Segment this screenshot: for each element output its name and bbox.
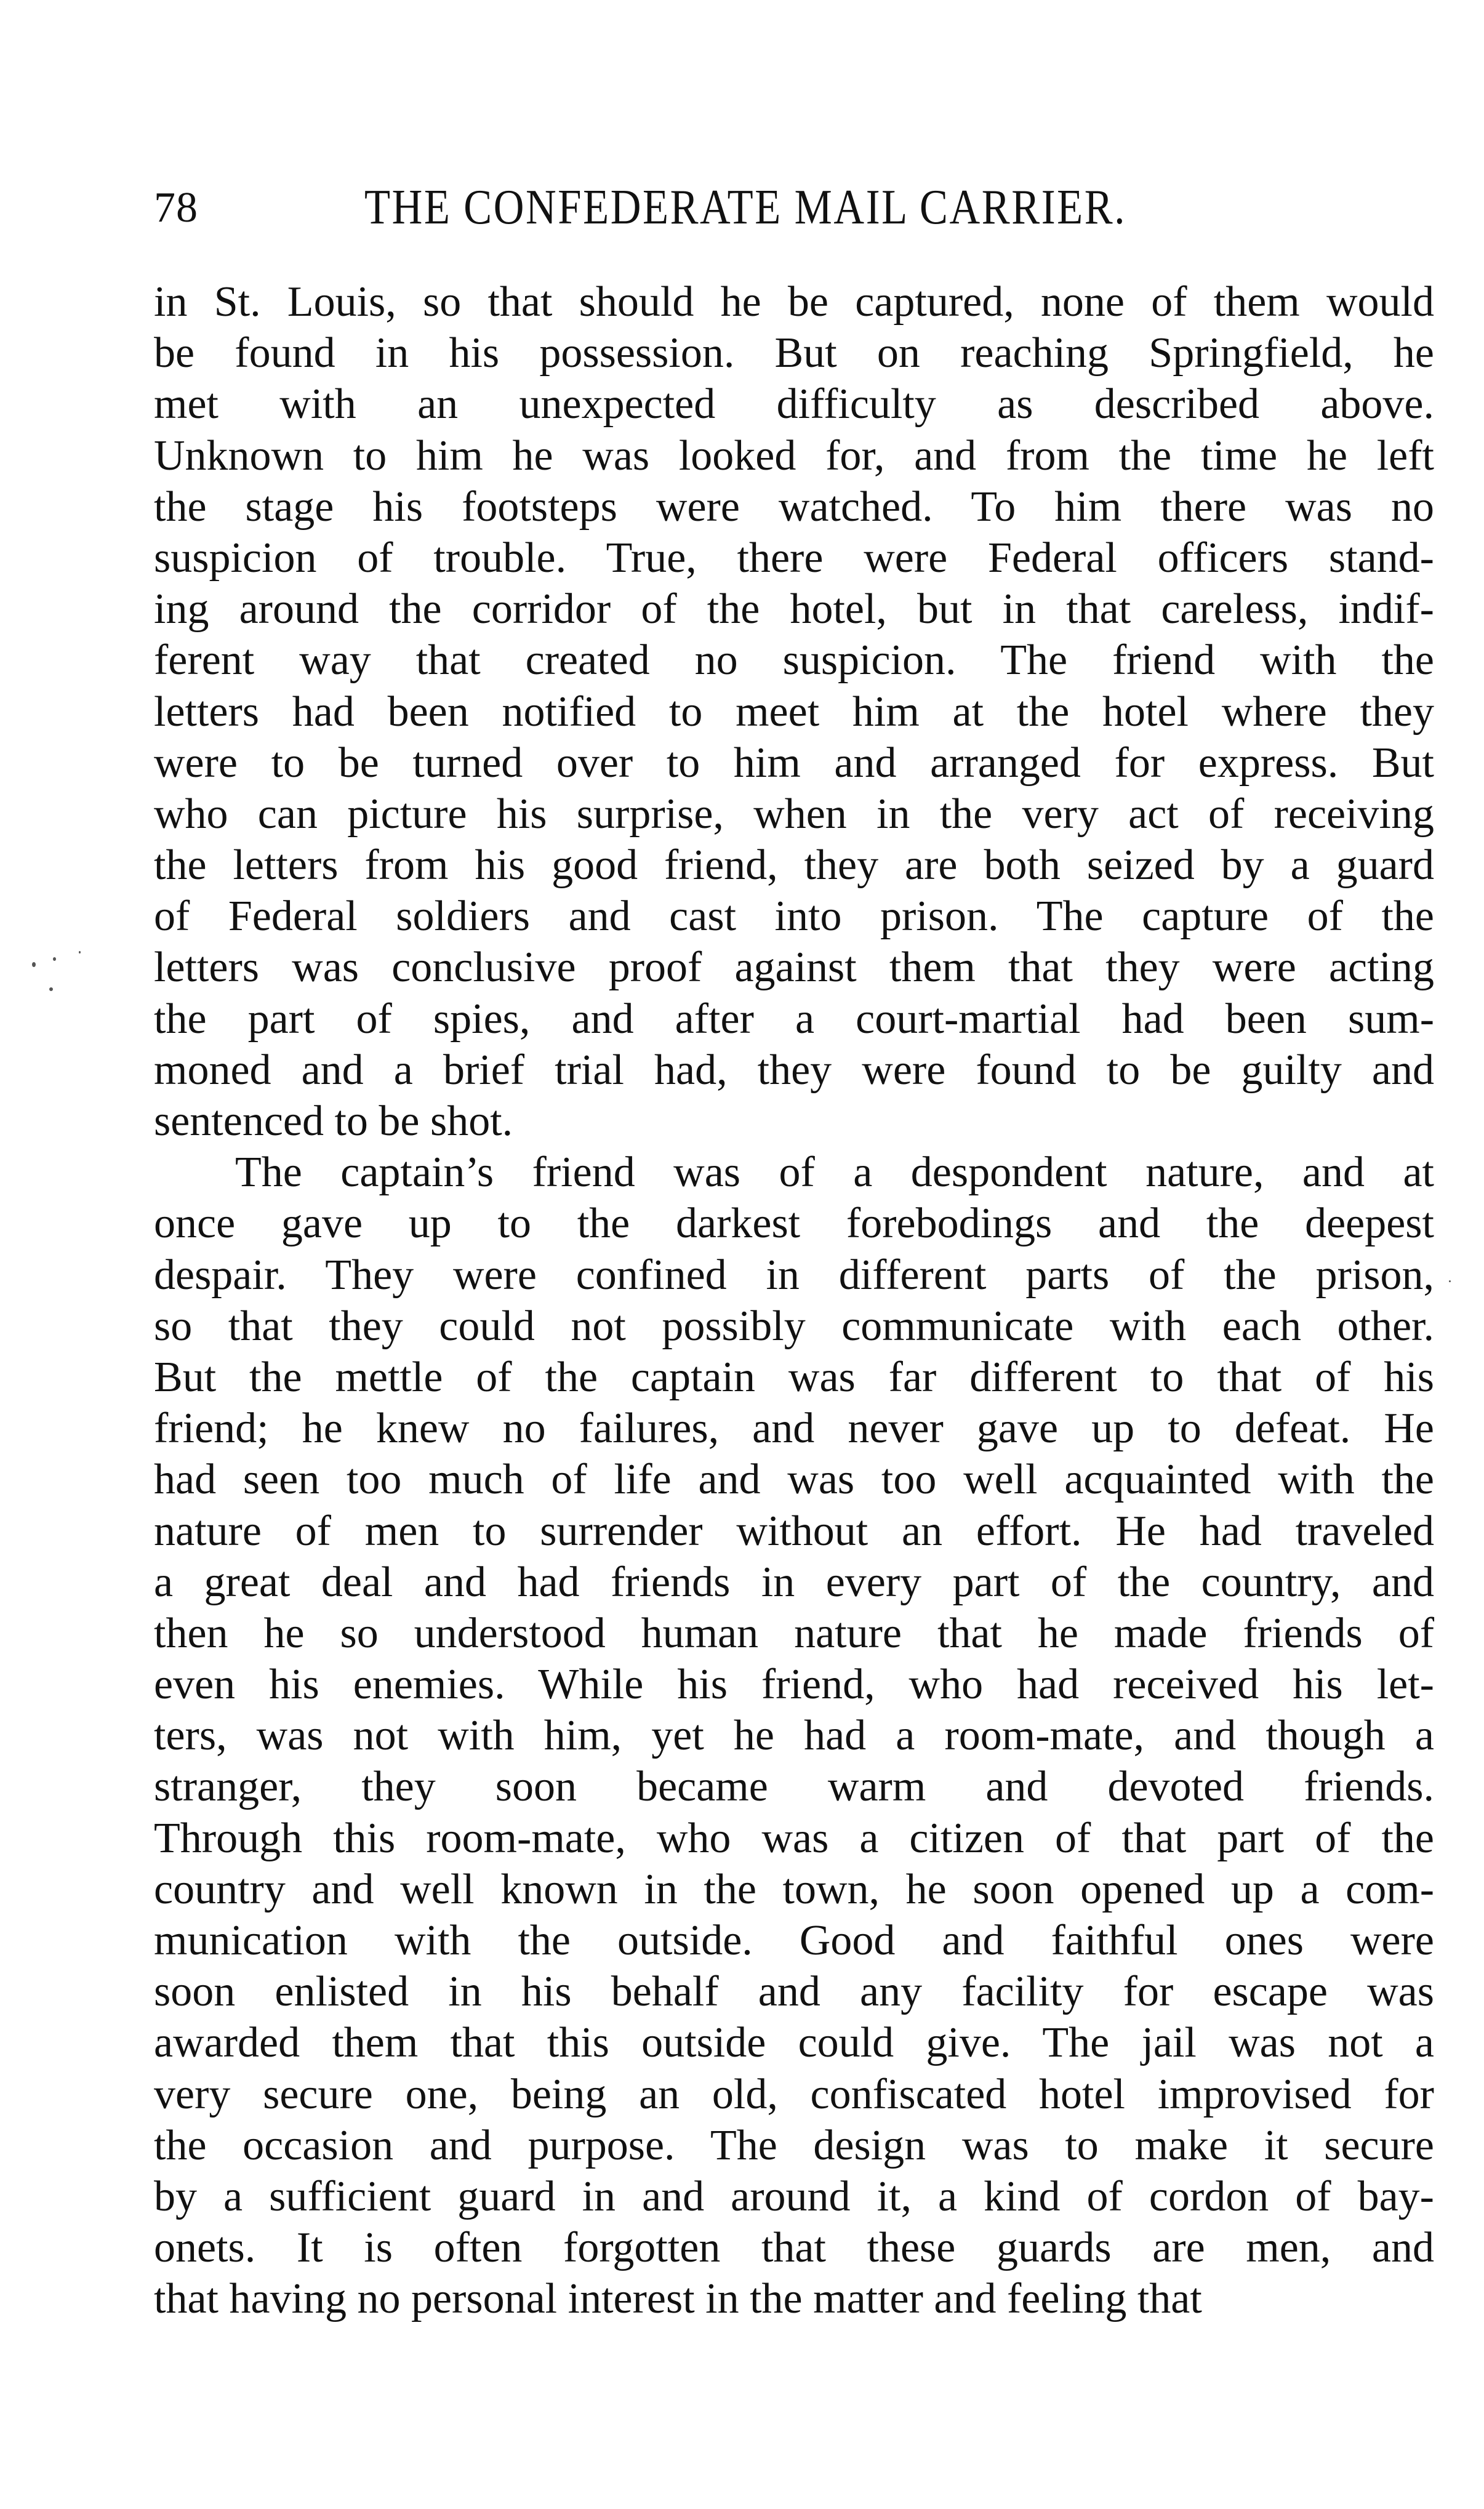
text-line: then he so understood human nature that he made friends of [154, 1609, 1434, 1657]
text-line: soon enlisted in his behalf and any facility for escape was [154, 1968, 1434, 2016]
text-line: very secure one, being an old, confiscated hotel improvised for [154, 2070, 1434, 2118]
text-line: even his enemies. While his friend, who had received his let- [154, 1661, 1434, 1709]
page-number: 78 [154, 184, 198, 231]
text-line: country and well known in the town, he soon opened up a com- [154, 1865, 1434, 1913]
text-line: ferent way that created no suspicion. The friend with the [154, 636, 1434, 684]
text-line: onets. It is often forgotten that these guards are men, and [154, 2224, 1434, 2272]
text-line: The captain’s friend was of a despondent nature, and at [235, 1149, 1434, 1197]
text-line: Unknown to him he was looked for, and from the time he left [154, 432, 1434, 480]
text-line: be found in his possession. But on reaching Springfield, he [154, 329, 1434, 377]
scan-speck [79, 951, 81, 953]
body-text [154, 276, 1434, 2325]
scan-speck [32, 962, 36, 967]
scan-speck [1449, 1280, 1451, 1282]
scan-speck [49, 987, 53, 991]
text-line: once gave up to the darkest forebodings and the deepest [154, 1200, 1434, 1248]
text-line: But the mettle of the captain was far different to that of his [154, 1353, 1434, 1401]
text-line: awarded them that this outside could give. The jail was not a [154, 2019, 1434, 2067]
paragraph [154, 1147, 1434, 2324]
text-line: ters, was not with him, yet he had a room-mate, and though a [154, 1712, 1434, 1760]
text-line: the stage his footsteps were watched. To him there was no [154, 483, 1434, 531]
text-line: met with an unexpected difficulty as described above. [154, 380, 1434, 428]
text-line: so that they could not possibly communicate with each other. [154, 1302, 1434, 1350]
text-line: ing around the corridor of the hotel, but in that careless, indif- [154, 585, 1434, 633]
text-line: sentenced to be shot. [154, 1098, 513, 1145]
text-line: of Federal soldiers and cast into prison. The capture of the [154, 893, 1434, 941]
text-line: nature of men to surrender without an effort. He had traveled [154, 1507, 1434, 1555]
text-line: had seen too much of life and was too well acquainted with the [154, 1456, 1434, 1504]
running-head [154, 180, 1237, 235]
text-line: suspicion of trouble. True, there were Federal officers stand- [154, 534, 1434, 582]
text-line: by a sufficient guard in and around it, a kind of cordon of bay- [154, 2172, 1434, 2220]
text-line: that having no personal interest in the matter and feeling that [154, 2275, 1202, 2323]
text-line: were to be turned over to him and arranged for express. But [154, 739, 1434, 787]
text-line: the occasion and purpose. The design was to make it secure [154, 2121, 1434, 2169]
text-line: the letters from his good friend, they are both seized by a guard [154, 841, 1434, 889]
text-line: who can picture his surprise, when in the very act of receiving [154, 790, 1434, 838]
paragraph [154, 276, 1434, 1147]
text-line: munication with the outside. Good and faithful ones were [154, 1917, 1434, 1964]
text-line: Through this room-mate, who was a citizen of that part of the [154, 1814, 1434, 1862]
text-line: a great deal and had friends in every part of the country, and [154, 1558, 1434, 1606]
text-line: friend; he knew no failures, and never gave up to defeat. He [154, 1405, 1434, 1453]
text-line: the part of spies, and after a court-martial had been sum- [154, 995, 1434, 1043]
text-line: despair. They were confined in different parts of the prison, [154, 1251, 1434, 1299]
running-title: THE CONFEDERATE MAIL CARRIER. [364, 180, 1127, 235]
text-line: letters had been notified to meet him at the hotel where they [154, 688, 1434, 736]
text-line: stranger, they soon became warm and devoted friends. [154, 1763, 1434, 1811]
text-line: in St. Louis, so that should he be captured, none of them would [154, 278, 1434, 326]
text-line: moned and a brief trial had, they were found to be guilty and [154, 1046, 1434, 1094]
scan-speck [53, 957, 56, 961]
text-line: letters was conclusive proof against them that they were acting [154, 944, 1434, 992]
